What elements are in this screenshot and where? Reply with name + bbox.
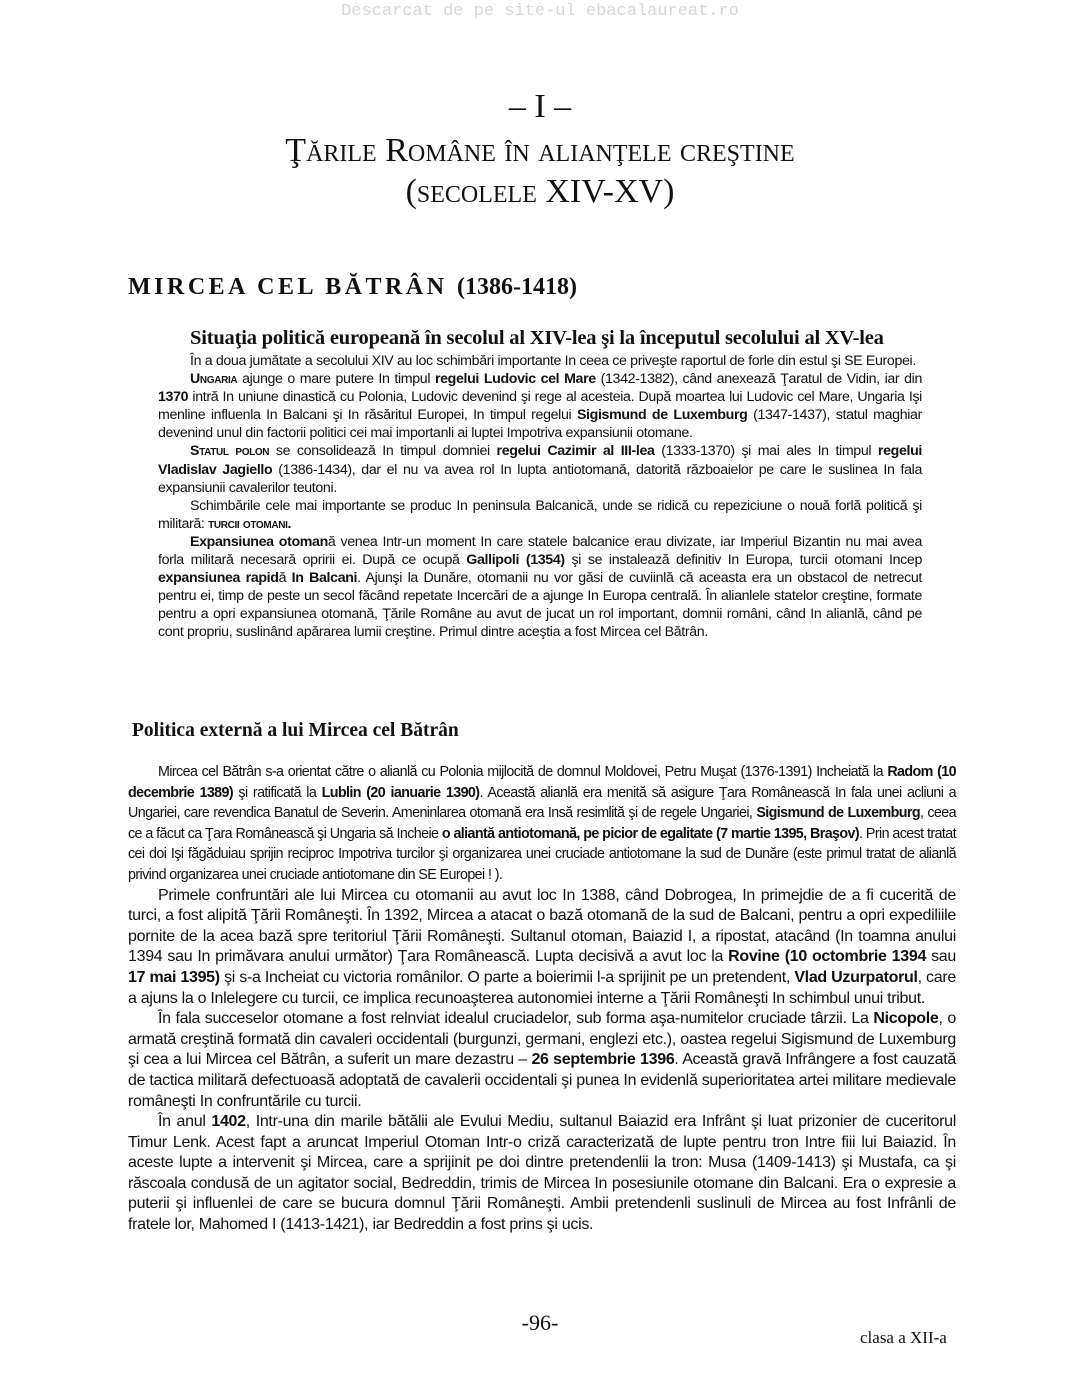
- text-run: .: [859, 825, 866, 842]
- text-run: (1386-1434), dar el nu va avea rol In lupta antiotomană, datorită războaielor pe care le suslinea In fala expansiunii cavalerilor teutoni.: [158, 461, 922, 496]
- bold-text: o aliantă antiotomană, pe picior de egalitate (7 martie 1395, Braşov): [441, 825, 860, 842]
- subsection-heading-political-situation: Situaţia politică europeană în secolul al XIV-lea şi la începutul secolului al XV-lea: [190, 327, 884, 349]
- text-run: În fala succeselor otomane a fost relnviat idealul cruciadelor, sub forma aşa-numitelor cruciade târzii. La: [158, 1010, 874, 1028]
- text-run: , o armată creştină formată din cavaleri occidentali (burgunzi, germani, englezi etc.), oastea regelui Sigismund de Luxemburg şi cea a lui Mircea cel Bătrân, a suferit un mare dezastru –: [128, 1010, 957, 1069]
- text-run: ă venea Intr-un moment In care statele balcanice erau divizate, iar Imperiul Bizantin nu mai avea forla militară necesară opririi ei. După ce ocupă: [158, 533, 922, 569]
- small-caps-term: Ungaria: [190, 371, 238, 388]
- paragraph: [128, 1009, 956, 1112]
- paragraph: [158, 533, 922, 642]
- bold-text: Gallipoli (1354): [466, 552, 565, 569]
- page-number: -96-: [521, 1310, 559, 1335]
- text-run: Mircea cel Bătrân s-a orientat către o alianlă cu Polonia mijlocită de domnul Moldovei, Petru Muşat (1376-1391) Incheiată la: [158, 764, 888, 780]
- bold-text: regelui Cazimir al III-lea: [496, 443, 655, 460]
- paragraph: [158, 442, 922, 496]
- bold-text: Nicopole: [873, 1010, 939, 1028]
- text-run: (1342-1382), când anexează Ţaratul de Vidin, iar din: [595, 371, 922, 388]
- text-run: Primele confruntări ale lui Mircea cu otomanii au avut loc In 1388, când Dobrogea, In primejdie de a fi cucerită de turci, a fost alipită Ţării Româneşti. În 1392, Mircea a atacat o bază otomană de la sud de Balcani, pentru a opri expediliile pornite de la acea bază spre teritoriul Ţării Româneşti. Sultanul otoman, Baiazid I, a ripostat, atacând (In toamna anului 1394 sau In primăvara anului următor) Ţara Românească. Lupta decisivă a avut loc la: [128, 886, 956, 966]
- bold-text: In Balcani: [291, 570, 358, 587]
- text-run: (1347-1437), statul maghiar devenind unul din factorii politici cei mai importanli ai luptei Impotriva expansiunii otomane.: [158, 407, 922, 442]
- text-run: şi ratificată la: [233, 784, 322, 801]
- chapter-title: [0, 130, 1080, 212]
- text-run: intră In uniune dinastică cu Polonia, Ludovic devenind şi rege al acesteia. După moartea lui Ludovic cel Mare, Ungaria Işi menline influenla In Balcani şi In răsăritul Europei, In timpul regelui: [158, 389, 922, 424]
- text-run: În a doua jumătate a secolului XIV au loc schimbări importante In ceea ce priveşte raportul de forle din estul şi SE Europei.: [190, 353, 916, 369]
- bold-text: Sigismund de Luxemburg: [756, 805, 920, 822]
- text-run: se consolidează In timpul domniei: [269, 443, 497, 460]
- text-run: , care a ajuns la o Inlelegere cu turcii, ce implica recunoaşterea autonomiei interne a Ţării Româneşti In schimbul unui tribut.: [128, 968, 956, 1007]
- paragraph: [158, 370, 922, 442]
- paragraph: [128, 1112, 956, 1236]
- section-title-name: MIRCEA CEL BĂTRÂN: [128, 274, 448, 300]
- paragraph: [158, 352, 922, 370]
- bold-text: 17 mai 1395): [128, 968, 220, 986]
- paragraph: [128, 886, 956, 1010]
- class-label: clasa a XII-a: [860, 1328, 947, 1347]
- bold-text: Lublin (20 ianuarie 1390): [321, 784, 480, 801]
- text-run: şi se instalează definitiv In Europa, turcii otomani Incep: [564, 552, 922, 569]
- bold-text: Rovine (10 octombrie 1394: [728, 948, 927, 966]
- section-title-years: (1386-1418): [457, 274, 578, 300]
- bold-text: Vlad Uzurpatorul: [794, 968, 918, 986]
- bold-text: 26 septembrie 1396: [531, 1051, 675, 1069]
- text-run: şi s-a Incheiat cu victoria românilor. O parte a boierimii l-a sprijinit pe un pretendent,: [219, 968, 795, 986]
- watermark: Descarcat de pe site-ul ebacalaureat.ro: [341, 2, 739, 21]
- text-run: ajunge o mare putere In timpul: [237, 371, 435, 388]
- section-title: [128, 274, 577, 301]
- subsection-body-foreign-policy: [128, 762, 956, 1236]
- subsection-heading-foreign-policy: Politica externă a lui Mircea cel Bătrân: [132, 720, 459, 741]
- text-run: sau: [926, 948, 956, 966]
- text-run: . Această alianlă era menită să asigure Ţara Românească In fala unei acliuni a Ungariei, care revendica Banatul de Severin. Ameninlarea otomană era Insă resimlită şi de regele Ungariei,: [128, 784, 957, 822]
- bold-text: 1370: [158, 389, 189, 406]
- bold-text: Expansiunea otoman: [190, 533, 328, 550]
- bold-text: 1402: [211, 1113, 246, 1131]
- bold-text: regelui Ludovic cel Mare: [434, 371, 596, 388]
- bold-text: expansiunea rapid: [158, 570, 279, 587]
- text-run: Prin acest tratat cei doi Işi făgăduiau sprijin reciproc Impotriva turcilor şi organizarea unei cruciade antiotomane la sud de Dunăre (este primul tratat de alianlă privind organizarea unei cruciade antiotomane din SE Europei ! ).: [128, 825, 956, 883]
- text-run: ă: [278, 570, 292, 587]
- text-run: (1333-1370) şi mai ales In timpul: [654, 443, 878, 460]
- bold-text: Sigismund de Luxemburg: [576, 407, 748, 424]
- text-run: Schimbările cele mai importante se produc In peninsula Balcanică, unde se ridică cu repeziciune o nouă forlă politică şi militară:: [158, 497, 922, 532]
- chapter-number: – I –: [508, 88, 572, 125]
- text-run: , Intr-una din marile bătălii ale Evului Mediu, sultanul Baiazid era Infrânt şi luat prizonier de cuceritorul Timur Lenk. Acest fapt a aruncat Imperiul Otoman Intr-o criză caracterizată de lupte pentru tron Intre fiii lui Baiazid. În aceste lupte a intervenit şi Mircea, care a sprijinit pe doi dintre pretendenlii la tron: Musa (1409-1413) şi Mustafa, ca şi răscoala condusă de un agitator social, Bedreddin, trimis de Mircea In posesiunile otomane din Balcani. Era o expresie a puterii şi influenlei de care se bucura domnul Ţării Româneşti. Ambii pretendenli suslinuli de Mircea au fost Infrânli de fratele lor, Mahomed I (1413-1421), iar Bedreddin a fost prins şi ucis.: [128, 1113, 956, 1234]
- chapter-title-line2: (secolele XIV-XV): [405, 173, 675, 210]
- text-run: În anul: [158, 1113, 212, 1131]
- bold-text: regelui Vladislav Jagiello: [158, 443, 922, 478]
- text-run: . Această gravă Infrângere a fost cauzată de tactica militară defectuoasă adoptată de cavalerii occidentali şi punea In evidenlă superioritatea artei militare medievale româneşti In confruntările cu turcii.: [128, 1051, 957, 1110]
- subsection-body-political-situation: [158, 352, 922, 642]
- small-caps-term: turcii otomani.: [208, 515, 292, 532]
- small-caps-term: Statul polon: [190, 443, 270, 460]
- paragraph: [158, 497, 922, 533]
- bold-text: Radom (10 decembrie 1389): [128, 764, 956, 801]
- text-run: , ceea ce a făcut ca Ţara Românească şi Ungaria să Incheie: [128, 805, 956, 842]
- text-run: . Ajunşi la Dunăre, otomanii nu vor găsi de cuviinlă că aceasta era un obstacol de netrecut pentru ei, timp de peste un secol făcând repetate Incercări de a ajunge In Europa centrală. În alianlele statelor creştine, formate pentru a opri expansiunea otomană, Ţările Române au avut de jucat un rol important, domnii români, când In alianlă, când pe cont propriu, suslinând apărarea lumii creştine. Primul dintre aceştia a fost Mircea cel Bătrân.: [158, 570, 922, 641]
- chapter-title-line1: Ţările Române în alianţele creştine: [285, 132, 795, 169]
- paragraph: [128, 762, 956, 886]
